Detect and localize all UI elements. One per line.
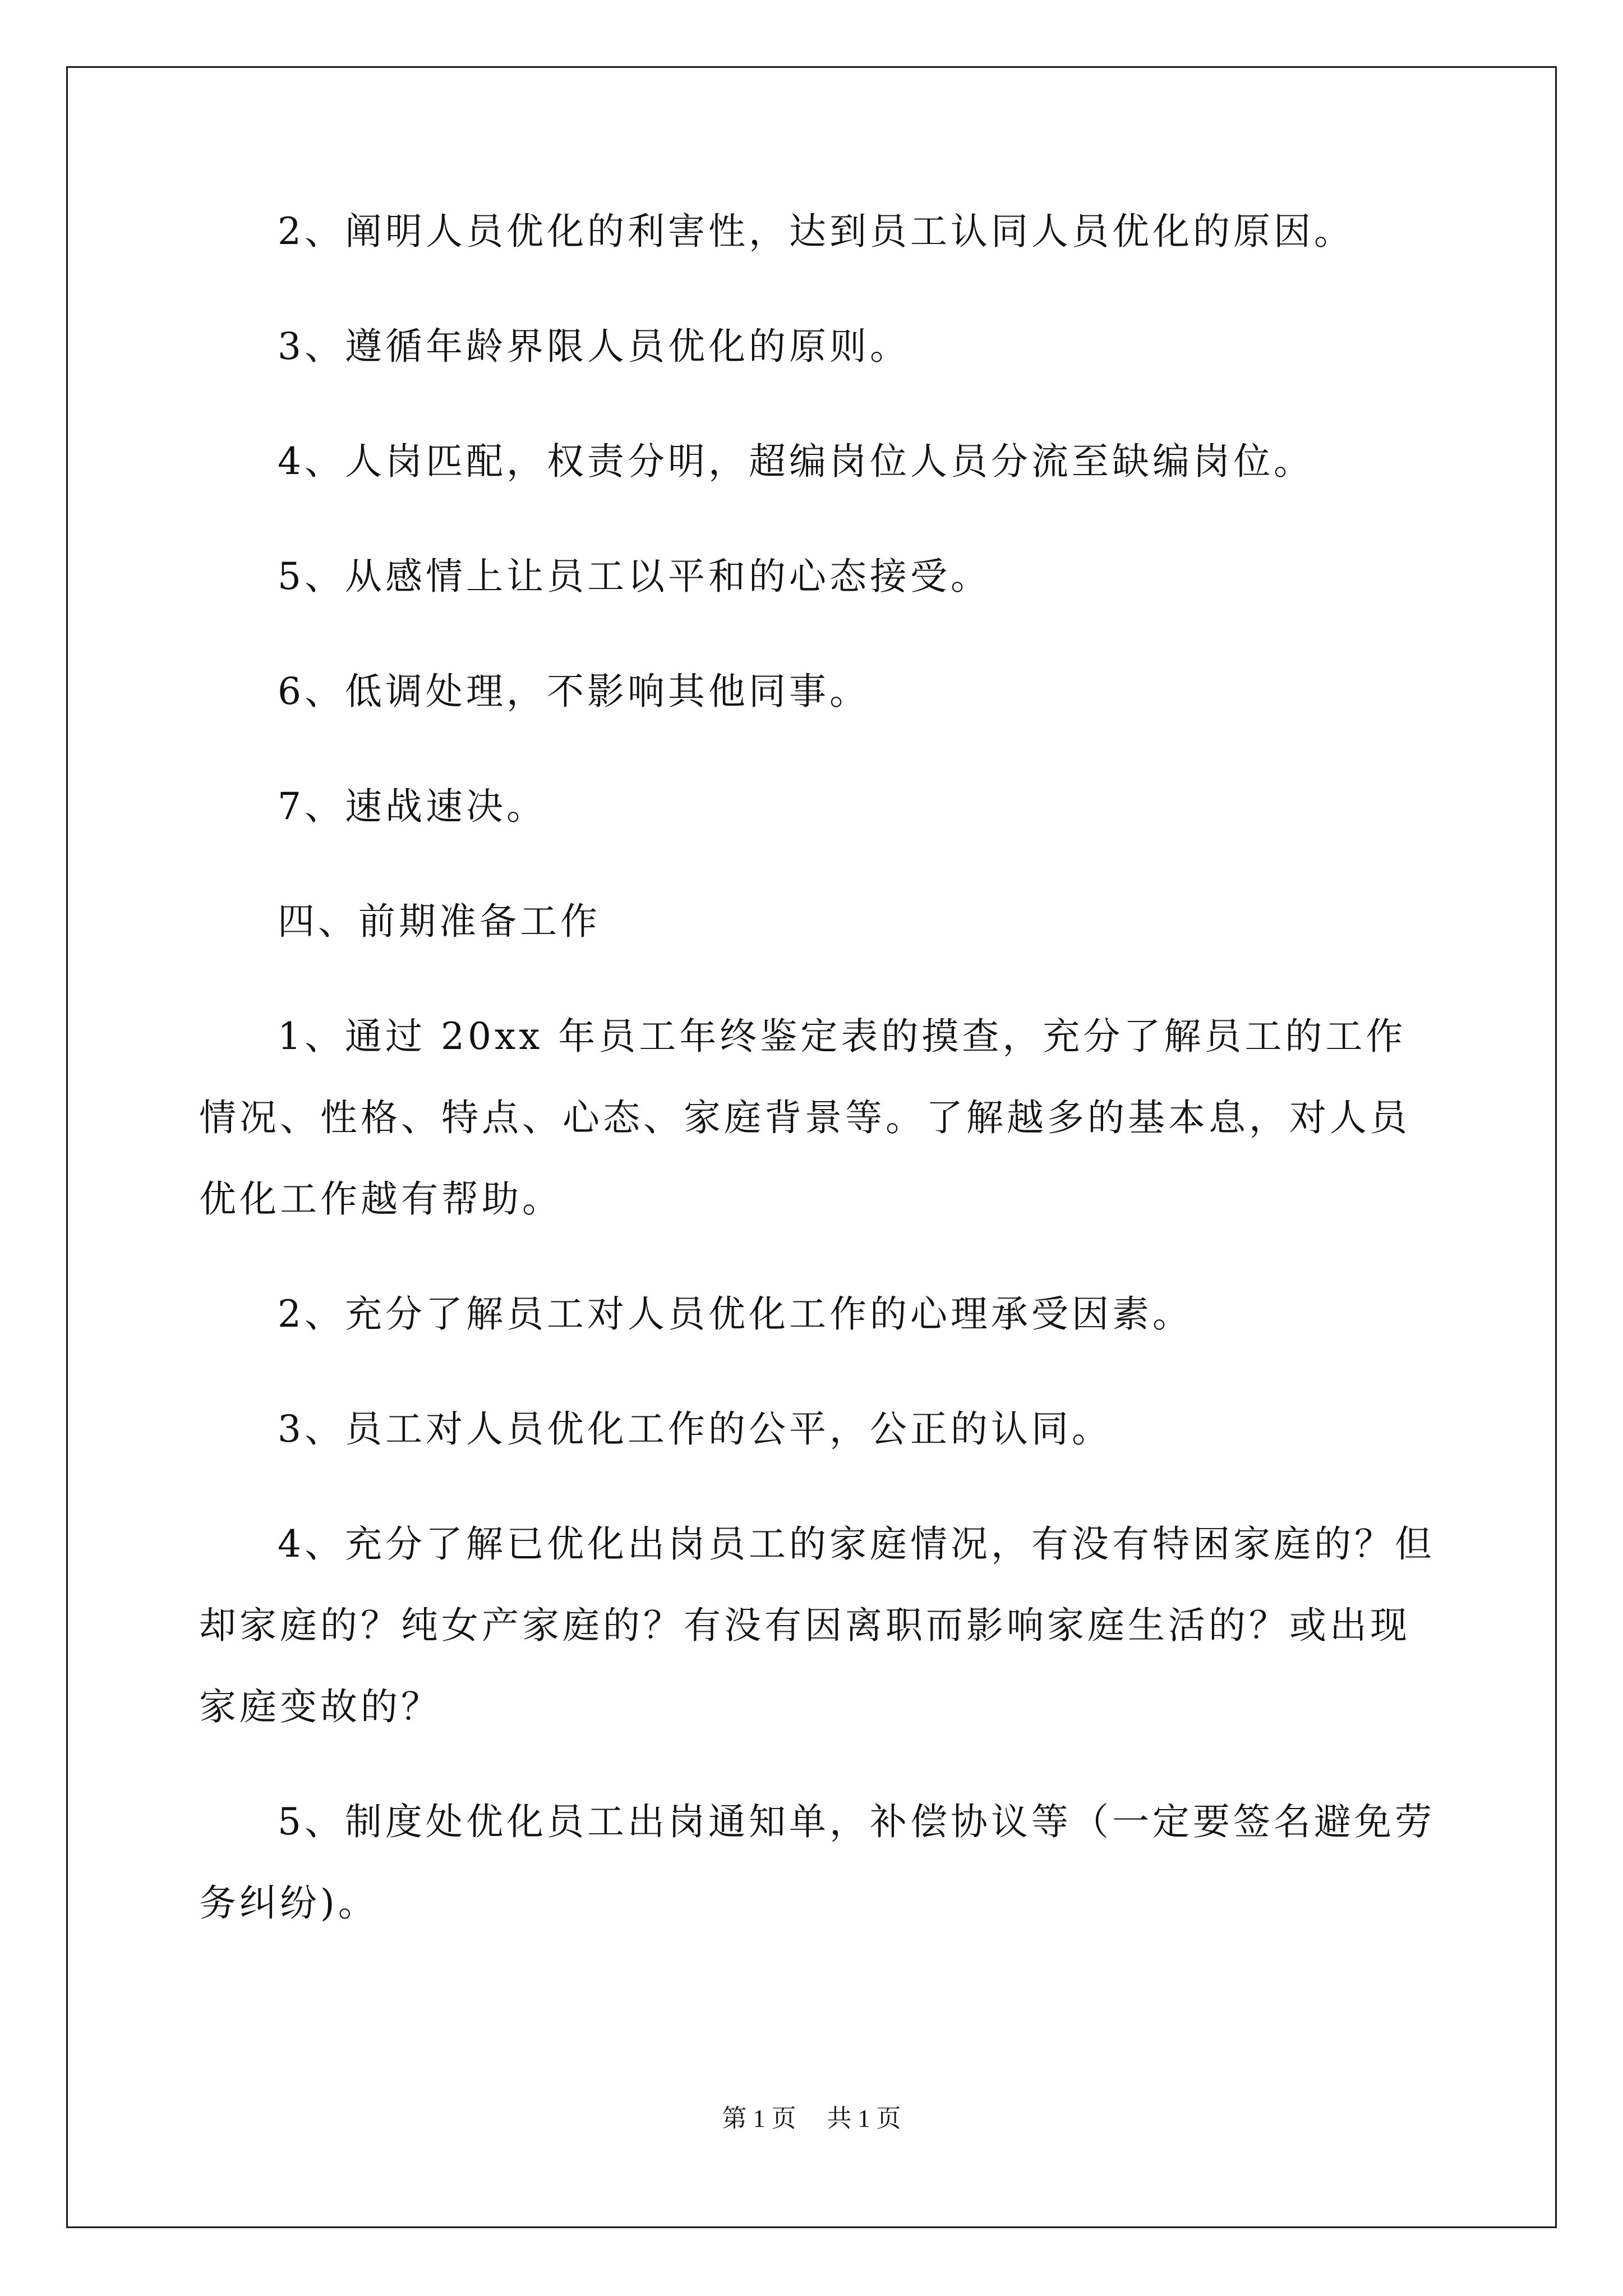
paragraph: 2、充分了解员工对人员优化工作的心理承受因素。 [278,1292,1193,1336]
page-number-total: 共 1 页 [827,2105,901,2132]
paragraph: 4、充分了解已优化出岗员工的家庭情况，有没有特困家庭的？但却家庭的？纯女产家庭的？有没有因离职而影响家庭生活的？或出现家庭变故的？ [199,1522,1435,1728]
page-number-current: 第 1 页 [722,2105,796,2132]
paragraph: 2、阐明人员优化的利害性，达到员工认同人员优化的原因。 [278,210,1354,253]
paragraph: 4、人岗匹配，权责分明，超编岗位人员分流至缺编岗位。 [278,440,1314,483]
document-body [199,191,1441,1977]
paragraph: 5、从感情上让员工以平和的心态接受。 [278,555,991,598]
page-footer [0,2098,1623,2134]
paragraph: 3、遵循年龄界限人员优化的原则。 [278,325,910,368]
paragraph: 1、通过 20xx 年员工年终鉴定表的摸查，充分了解员工的工作情况、性格、特点、心态、家庭背景等。了解越多的基本息，对人员优化工作越有帮助。 [199,1015,1410,1221]
paragraph: 5、制度处优化员工出岗通知单，补偿协议等（一定要签名避免劳务纠纷)。 [199,1800,1435,1925]
paragraph: 3、员工对人员优化工作的公平，公正的认同。 [278,1407,1112,1451]
section-heading: 四、前期准备工作 [278,900,601,943]
paragraph: 6、低调处理，不影响其他同事。 [278,670,870,713]
paragraph: 7、速战速决。 [278,785,547,828]
